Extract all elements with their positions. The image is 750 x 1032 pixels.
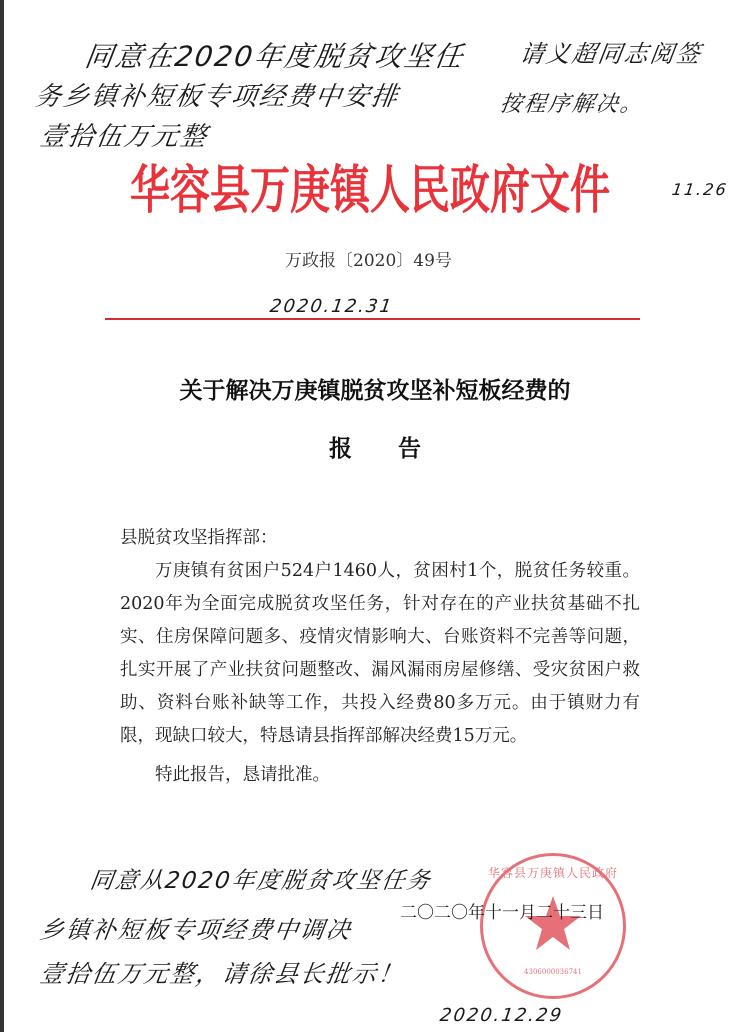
handwritten-date: 11.26 [670,180,730,199]
handwritten-note-line: 按程序解决。 [498,92,646,117]
salutation: 县脱贫攻坚指挥部： [120,528,278,548]
handwritten-note-line: 壹拾伍万元整 [37,122,211,152]
red-divider [105,318,640,320]
scan-edge [0,0,4,1032]
handwritten-note-line: 务乡镇补短板专项经费中安排 [32,82,402,112]
report-title-2: 报 告 [329,435,421,462]
document-number: 万政报〔2020〕49号 [285,251,452,271]
closing-text: 特此报告，恳请批准。 [155,765,330,785]
report-body [120,522,640,792]
body-paragraph: 万庚镇有贫困户524户1460人，贫困村1个，脱贫任务较重。2020年为全面完成脱贫攻坚任务，针对存在的产业扶贫基础不扎实、住房保障问题多、疫情灾情影响大、台账资料不完善等问题，扎实开展了产业扶贫问题整改、漏风漏雨房屋修缮、受灾贫困户救助、资料台账补缺等工作，共投入经费80多万元。由于镇财力有限，现缺口较大，特恳请县指挥部解决经费15万元。 [120,561,640,746]
official-seal [480,853,626,999]
issuer-title: 华容县万庚镇人民政府文件 [130,161,610,221]
seal-text: 华容县万庚镇人民政府 [488,866,619,880]
handwritten-date: 2020.12.31 [268,296,395,317]
handwritten-note-line: 壹拾伍万元整，请徐县长批示！ [38,960,407,988]
handwritten-note-line: 同意在2020年度脱贫攻坚任 [82,40,467,73]
report-title: 关于解决万庚镇脱贫攻坚补短板经费的 [179,377,571,404]
seal-code: 4306000036741 [524,968,582,976]
handwritten-note-line: 乡镇补短板专项经费中调决 [38,916,355,944]
handwritten-date: 2020.12.29 [438,1005,565,1026]
handwritten-note-line: 请义超同志阅签 [518,40,705,68]
handwritten-note-line: 同意从2020年度脱贫攻坚任务 [88,868,434,894]
report-date: 二〇二〇年十一月二十三日 [400,903,604,923]
